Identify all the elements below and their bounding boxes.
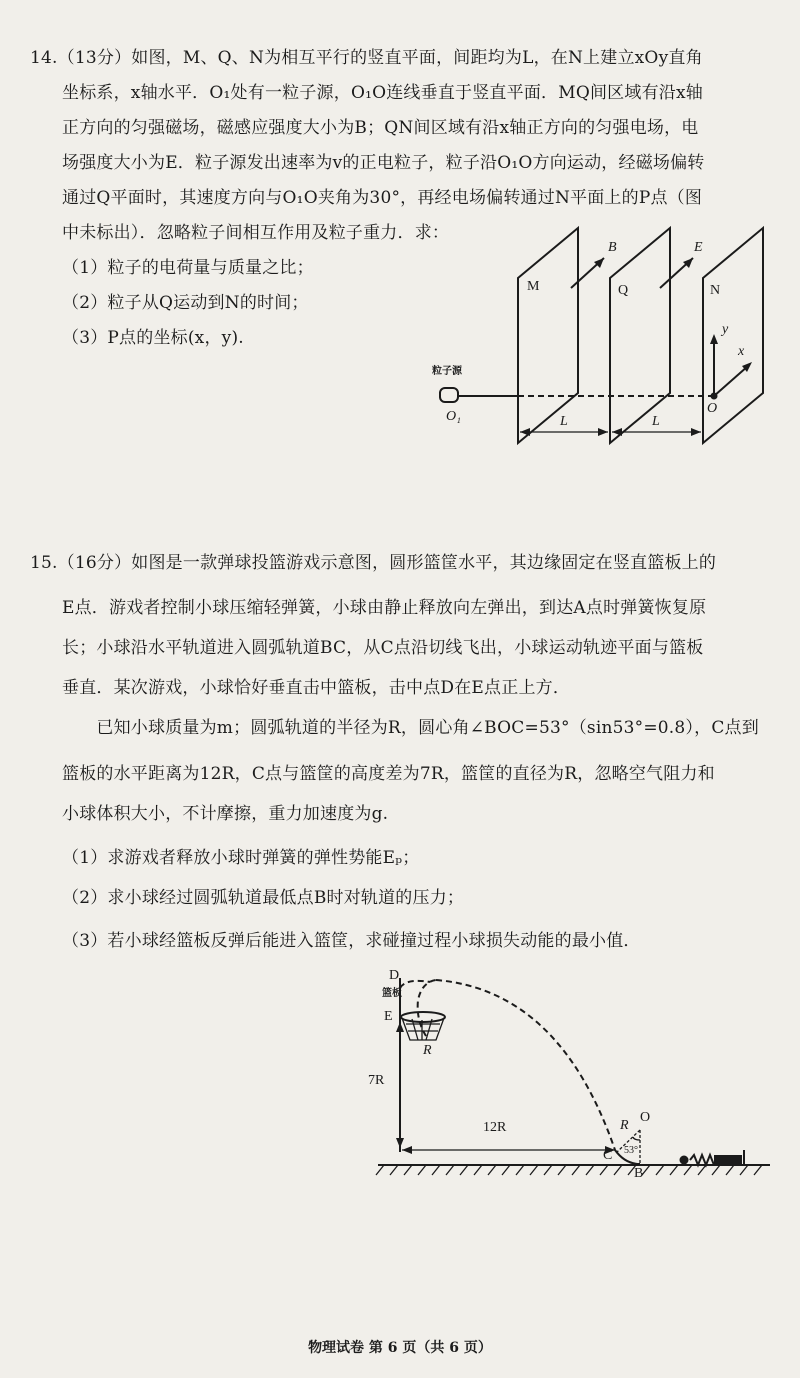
- q14-line-1: 14.（13分）如图，M、Q、N为相互平行的竖直平面，间距均为L，在N上建立xOy直角: [30, 48, 703, 68]
- label-field-b: B: [608, 240, 617, 255]
- label-field-e: E: [694, 240, 703, 255]
- label-height: 7R: [368, 1073, 385, 1088]
- q14-line-2: 坐标系，x轴水平．O₁处有一粒子源，O₁O连线垂直于竖直平面．MQ间区域有沿x轴: [62, 83, 703, 103]
- label-angle: 53°: [624, 1145, 638, 1156]
- q15-line-5: 已知小球质量为m；圆弧轨道的半径为R，圆心角∠BOC=53°（sin53°=0.8），C点到: [62, 718, 759, 738]
- label-spacing-2: L: [652, 414, 660, 429]
- label-particle-source: 粒子源: [432, 366, 462, 377]
- label-o1: O₁: [446, 409, 461, 424]
- label-point-e: E: [384, 1009, 393, 1024]
- q14-line-4: 场强度大小为E．粒子源发出速率为v的正电粒子，粒子沿O₁O方向运动，经磁场偏转: [62, 153, 705, 173]
- q15-line-3: 长；小球沿水平轨道进入圆弧轨道BC，从C点沿切线飞出，小球运动轨迹平面与篮板: [62, 638, 704, 658]
- label-axis-x: x: [738, 344, 745, 359]
- label-radius: R: [620, 1118, 629, 1133]
- q15-line-1: 15.（16分）如图是一款弹球投篮游戏示意图，圆形篮筐水平，其边缘固定在竖直篮板上的: [30, 553, 717, 573]
- label-plane-q: Q: [618, 283, 629, 298]
- label-plane-n: N: [710, 283, 721, 298]
- q14-line-6: 中未标出）．忽略粒子间相互作用及粒子重力．求：: [62, 223, 450, 243]
- q15-line-2: E点．游戏者控制小球压缩轻弹簧，小球由静止释放向左弹出，到达A点时弹簧恢复原: [62, 598, 707, 618]
- ball: [680, 1156, 689, 1165]
- spring-base: [714, 1155, 742, 1164]
- label-rim-r: R: [423, 1043, 432, 1058]
- label-origin: O: [707, 401, 718, 416]
- q15-line-4: 垂直．某次游戏，小球恰好垂直击中篮板，击中点D在E点正上方．: [62, 678, 571, 698]
- q15-line-6: 篮板的水平距离为12R，C点与篮筐的高度差为7R，篮筐的直径为R，忽略空气阻力和: [62, 764, 715, 784]
- q15-sub-3: （3）若小球经篮板反弹后能进入篮筐，求碰撞过程小球损失动能的最小值．: [62, 931, 641, 951]
- spring: [690, 1155, 714, 1165]
- label-point-d: D: [389, 968, 400, 983]
- label-spacing-1: L: [560, 414, 568, 429]
- label-point-b: B: [634, 1166, 644, 1181]
- label-backboard: 篮板: [382, 988, 402, 999]
- q14-line-3: 正方向的匀强磁场，磁感应强度大小为B；QN间区域有沿x轴正方向的匀强电场，电: [62, 118, 699, 138]
- ball-trajectory: [436, 980, 615, 1150]
- label-plane-m: M: [527, 279, 540, 294]
- label-distance: 12R: [483, 1120, 507, 1135]
- q15-line-7: 小球体积大小，不计摩擦，重力加速度为g.: [62, 804, 389, 824]
- q14-sub-1: （1）粒子的电荷量与质量之比；: [62, 258, 314, 278]
- label-center-o: O: [640, 1110, 651, 1125]
- q14-line-5: 通过Q平面时，其速度方向与O₁O夹角为30°，再经电场偏转通过N平面上的P点（图: [62, 188, 703, 208]
- ground-hatching: [376, 1165, 762, 1175]
- q15-sub-1: （1）求游戏者释放小球时弹簧的弹性势能Eₚ；: [62, 848, 420, 868]
- q14-sub-2: （2）粒子从Q运动到N的时间；: [62, 293, 309, 313]
- label-point-c: C: [603, 1148, 613, 1163]
- page-footer: 物理试卷 第 6 页（共 6 页）: [308, 1340, 492, 1356]
- q14-sub-3: （3）P点的坐标(x，y).: [62, 328, 244, 348]
- label-axis-y: y: [722, 322, 729, 337]
- basket-rim: [401, 1012, 445, 1022]
- q15-sub-2: （2）求小球经过圆弧轨道最低点B时对轨道的压力；: [62, 888, 465, 908]
